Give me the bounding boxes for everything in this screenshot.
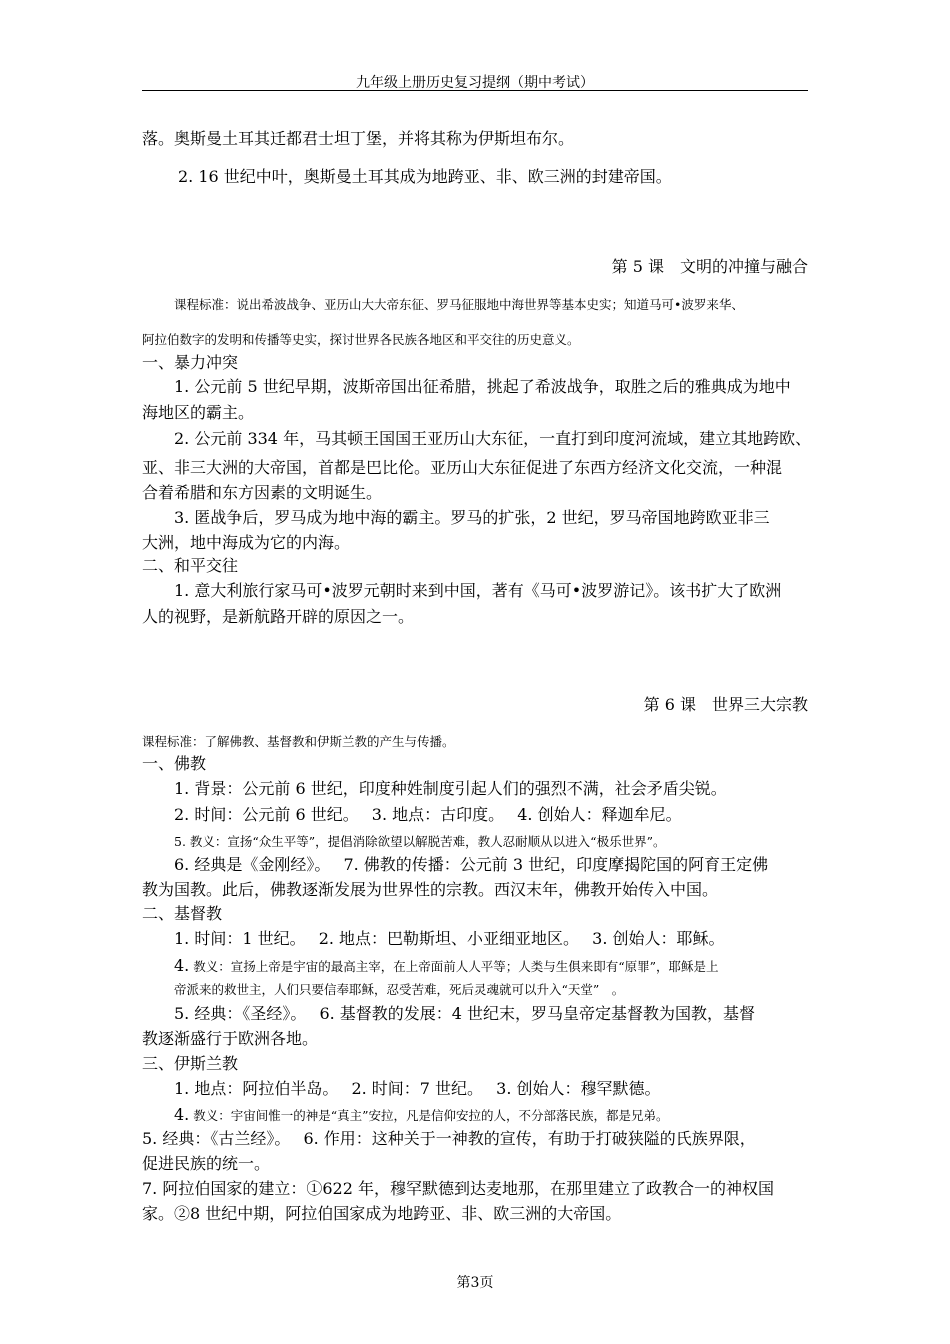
text-line: 2. 公元前 334 年，马其顿王国国王亚历山大东征，一直打到印度河流域，建立其地跨欧、 [174, 429, 812, 448]
text-line: 大洲，地中海成为它的内海。 [142, 533, 351, 552]
text-line: 促进民族的统一。 [142, 1154, 271, 1173]
section-heading: 三、伊斯兰教 [142, 1054, 239, 1073]
page-number: 第3页 [456, 1275, 494, 1291]
section-heading: 一、暴力冲突 [142, 353, 239, 372]
doctrine-text: 教义：宣扬上帝是宇宙的最高主宰，在上帝面前人人平等；人类与生俱来即有“原罪”，耶稣是上 [189, 959, 719, 974]
course-standard: 阿拉伯数字的发明和传播等史实，探讨世界各民族各地区和平交往的历史意义。 [142, 332, 580, 347]
page-header: 九年级上册历史复习提纲（期中考试） [356, 75, 594, 91]
item-number: 4. [174, 956, 190, 975]
text-line: 7. 阿拉伯国家的建立：①622 年，穆罕默德到达麦地那，在那里建立了政教合一的神权国 [142, 1179, 774, 1198]
text-line: 2. 时间：公元前 6 世纪。 3. 地点：古印度。 4. 创始人：释迦牟尼。 [174, 805, 682, 824]
text-line: 6. 经典是《金刚经》。 7. 佛教的传播：公元前 3 世纪，印度摩揭陀国的阿育王定佛 [174, 855, 769, 874]
header-rule [142, 90, 808, 91]
text-line [142, 955, 842, 978]
section-heading: 二、基督教 [142, 904, 223, 923]
text-line: 1. 公元前 5 世纪早期，波斯帝国出征希腊，挑起了希波战争，取胜之后的雅典成为地中 [174, 377, 791, 396]
text-line: 合着希腊和东方因素的文明诞生。 [142, 483, 383, 502]
text-line: 5. 经典：《古兰经》。 6. 作用：这种关于一神教的宣传，有助于打破狭隘的氏族界限， [142, 1129, 756, 1148]
course-standard: 课程标准：了解佛教、基督教和伊斯兰教的产生与传播。 [142, 734, 455, 749]
text-line: 教逐渐盛行于欧洲各地。 [142, 1029, 319, 1048]
text-line: 亚、非三大洲的大帝国，首都是巴比伦。亚历山大东征促进了东西方经济文化交流，一种混 [142, 458, 783, 477]
text-line: 帝派来的救世主，人们只要信奉耶稣，忍受苦难，死后灵魂就可以升入“天堂” 。 [174, 982, 625, 997]
text-line: 人的视野，是新航路开辟的原因之一。 [142, 607, 415, 626]
section-heading: 二、和平交往 [142, 556, 239, 575]
text-line: 落。奥斯曼土耳其迁都君士坦丁堡，并将其称为伊斯坦布尔。 [142, 129, 575, 148]
text-line: 教为国教。此后，佛教逐渐发展为世界性的宗教。西汉末年，佛教开始传入中国。 [142, 880, 719, 899]
text-line: 1. 背景：公元前 6 世纪，印度种姓制度引起人们的强烈不满，社会矛盾尖锐。 [174, 779, 727, 798]
doctrine-text: 教义：宇宙间惟一的神是“真主”安拉，凡是信仰安拉的人，不分部落民族，都是兄弟。 [189, 1108, 669, 1123]
text-line: 海地区的霸主。 [142, 403, 255, 422]
text-line: 1. 时间：1 世纪。 2. 地点：巴勒斯坦、小亚细亚地区。 3. 创始人：耶稣。 [174, 929, 725, 948]
item-number: 4. [174, 1105, 190, 1124]
course-standard: 课程标准：说出希波战争、亚历山大大帝东征、罗马征服地中海世界等基本史实；知道马可•波罗来华、 [174, 297, 744, 312]
text-line [142, 1104, 842, 1127]
text-line: 2. 16 世纪中叶，奥斯曼土耳其成为地跨亚、非、欧三洲的封建帝国。 [178, 167, 672, 186]
text-line: 5. 教义：宣扬“众生平等”，提倡消除欲望以解脱苦难，教人忍耐顺从以进入“极乐世界”。 [174, 834, 666, 849]
text-line: 1. 地点：阿拉伯半岛。 2. 时间：7 世纪。 3. 创始人：穆罕默德。 [174, 1079, 661, 1098]
text-line: 1. 意大利旅行家马可•波罗元朝时来到中国，著有《马可•波罗游记》。该书扩大了欧洲 [174, 581, 782, 600]
section-heading: 一、佛教 [142, 754, 207, 773]
text-line: 3. 匿战争后，罗马成为地中海的霸主。罗马的扩张，2 世纪，罗马帝国地跨欧亚非三 [174, 508, 770, 527]
text-line: 家。②8 世纪中期，阿拉伯国家成为地跨亚、非、欧三洲的大帝国。 [142, 1204, 622, 1223]
text-line: 5. 经典：《圣经》。 6. 基督教的发展：4 世纪末，罗马皇帝定基督教为国教，基督 [174, 1004, 756, 1023]
lesson-5-title: 第 5 课 文明的冲撞与融合 [611, 257, 808, 276]
lesson-6-title: 第 6 课 世界三大宗教 [643, 695, 808, 714]
